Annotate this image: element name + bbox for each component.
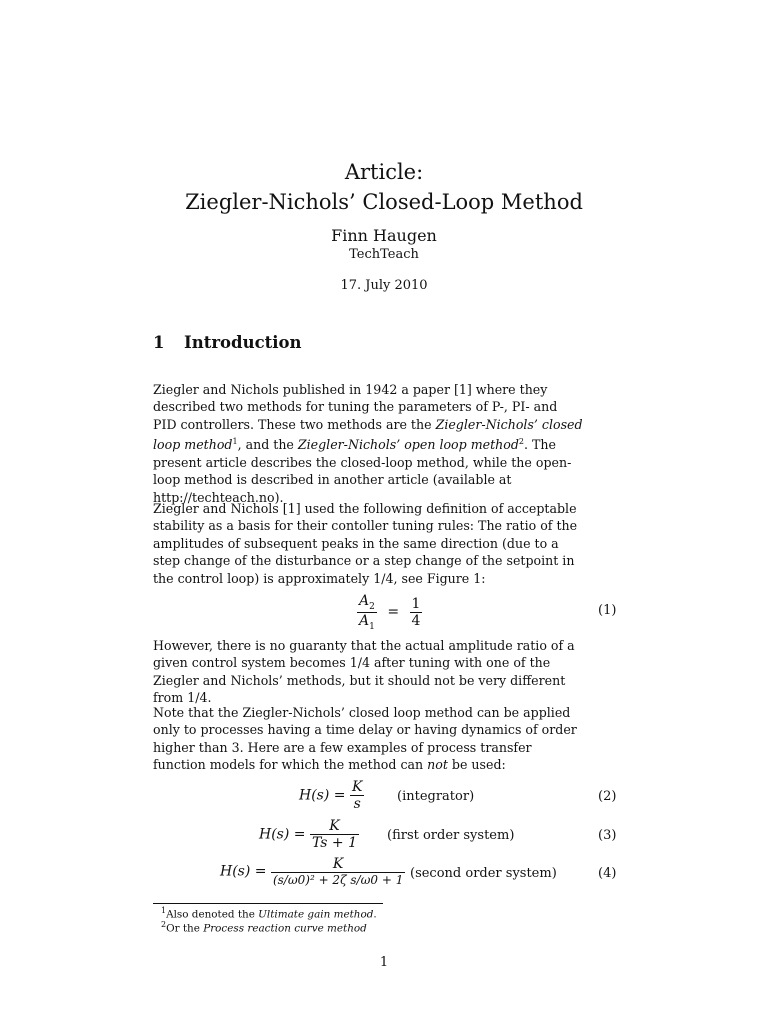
footnote-ref-2: 2	[518, 437, 525, 447]
fraction-one-quarter	[410, 596, 423, 629]
text-run: Ziegler and Nichols published in 1942 a paper [1] where they described two methods for tuning the parameters of P-, PI- and PID controllers. These two methods are the	[153, 382, 558, 432]
equation-note-4: (second order system)	[410, 866, 557, 881]
denominator: Ts + 1	[311, 835, 357, 851]
numerator: 1	[411, 595, 421, 612]
author-affiliation: TechTeach	[349, 247, 419, 262]
text-run: , and the	[237, 437, 298, 453]
footnote-emphasis: Ultimate gain method	[258, 908, 374, 921]
text-run: be used:	[447, 757, 506, 773]
denominator: 4	[411, 612, 421, 629]
paragraph-note	[153, 704, 583, 774]
section-title: Introduction	[184, 333, 302, 352]
method-name-closed: Ziegler-Nichols’ closed loop method	[153, 416, 583, 453]
equation-number-2: (2)	[598, 789, 617, 804]
text-run: . The present article describes the closed-loop method, while the open-loop method is described in another article (available at http://techteach.no).	[153, 437, 572, 505]
equation-lhs: H(s) =	[299, 787, 346, 804]
equation-3	[259, 818, 359, 851]
footnote-mark: 1	[161, 906, 167, 915]
author-name: Finn Haugen	[331, 226, 437, 245]
symbol-a: A	[359, 612, 370, 629]
footnote-1	[161, 906, 377, 920]
numerator: K	[329, 818, 340, 834]
footnote-mark: 2	[161, 920, 167, 929]
equation-number-1: (1)	[598, 603, 617, 618]
equation-4	[220, 856, 405, 887]
equation-number-3: (3)	[598, 828, 617, 843]
publication-date: 17. July 2010	[340, 278, 428, 293]
equation-number-4: (4)	[598, 866, 617, 881]
text-run: Also denoted the	[166, 908, 259, 921]
footnote-emphasis: Process reaction curve method	[203, 922, 367, 935]
section-heading	[153, 333, 302, 352]
article-label: Article:	[344, 160, 424, 184]
symbol-a: A	[359, 593, 370, 609]
text-run: Or the	[166, 922, 204, 935]
denominator: (s/ω0)² + 2ζ s/ω0 + 1	[272, 873, 404, 887]
denominator: s	[350, 795, 364, 812]
paragraph-guaranty: However, there is no guaranty that the actual amplitude ratio of a given control system becomes 1/4 after tuning with one of the Ziegler and Nichols’ methods, but it should not be very different from 1/4.	[153, 638, 575, 706]
paragraph-stability: Ziegler and Nichols [1] used the following definition of acceptable stability as a basis for their contoller tuning rules: The ratio of the amplitudes of subsequent peaks in the same direction (due to a step change of the disturbance or a step change of the setpoint in the control loop) is approximately 1/4, see Figure 1:	[153, 501, 578, 586]
subscript: 2	[369, 601, 375, 612]
footnote-2	[161, 920, 367, 934]
numerator: K	[351, 779, 363, 795]
equation-1	[357, 593, 422, 632]
fraction	[271, 856, 405, 887]
method-name-open: Ziegler-Nichols’ open loop method	[297, 437, 519, 453]
text-run: .	[373, 908, 377, 921]
text-run: Note that the Ziegler-Nichols’ closed loop method can be applied only to processes having a time delay or having dynamics of order higher than 3. Here are a few examples of process transfer function models for which the method can	[153, 705, 577, 773]
numerator: K	[332, 856, 344, 872]
footnote-divider	[153, 903, 383, 904]
equation-2	[299, 779, 364, 812]
equals-sign: =	[387, 604, 400, 621]
equation-note-3: (first order system)	[387, 828, 515, 843]
emphasis-not: not	[427, 757, 448, 773]
fraction	[310, 818, 359, 851]
equation-lhs: H(s) =	[259, 826, 306, 843]
fraction-a2-a1	[357, 593, 377, 632]
article-title: Ziegler-Nichols’ Closed-Loop Method	[185, 190, 583, 214]
footnote-ref-1: 1	[232, 437, 238, 447]
equation-note-2: (integrator)	[397, 789, 475, 804]
section-number: 1	[153, 333, 165, 352]
equation-lhs: H(s) =	[220, 863, 267, 880]
paragraph-intro	[153, 381, 583, 506]
fraction	[350, 779, 364, 812]
subscript: 1	[369, 621, 375, 632]
page-number: 1	[379, 955, 389, 970]
